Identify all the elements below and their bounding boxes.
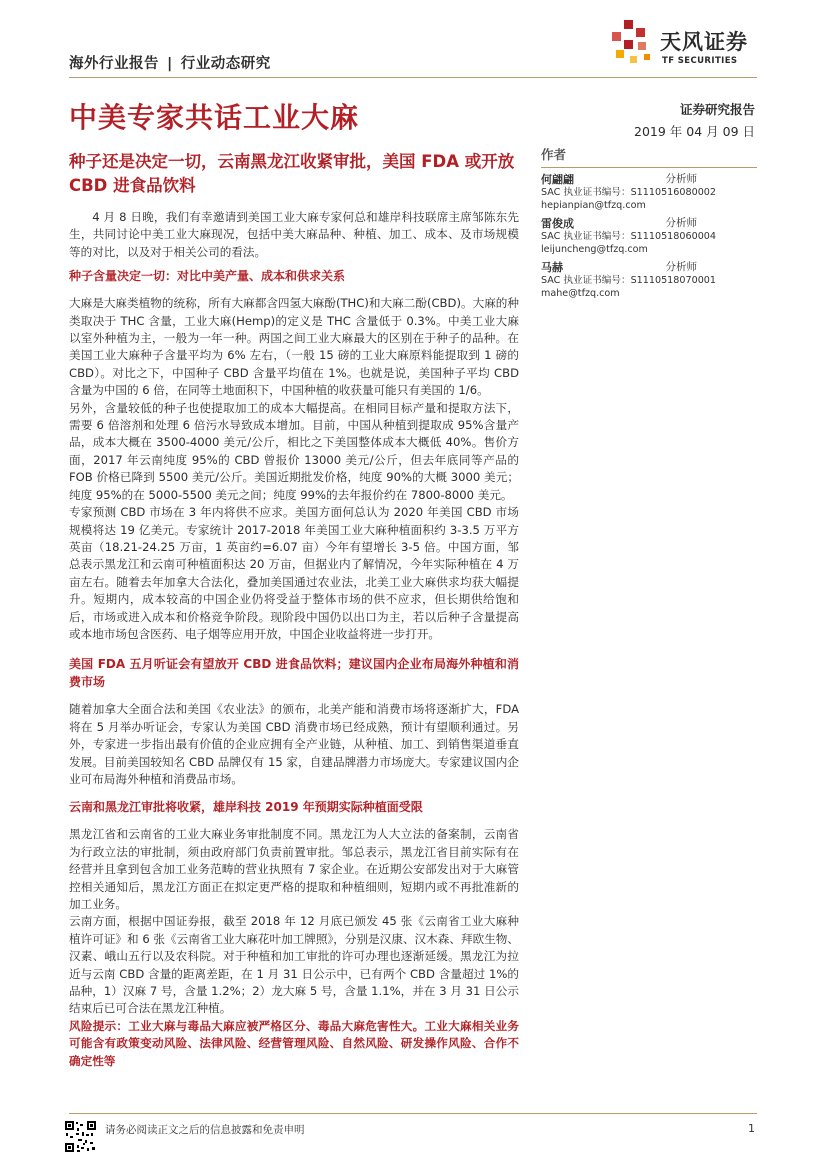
intro-paragraph: 4 月 8 日晚，我们有幸邀请到美国工业大麻专家何总和雄岸科技联席主席邹陈东先生，共同讨论中美工业大麻现况，包括中美大麻品种、种植、加工、成本、及市场规模等的对比，以及对于相关公司的看法。 [69, 210, 519, 259]
author-name: 雷俊成 [541, 217, 574, 230]
page-number: 1 [748, 1122, 755, 1135]
author-name: 何翩翩 [541, 173, 574, 186]
author-cert: SAC 执业证书编号：S1110516080002 [541, 187, 717, 198]
report-body [69, 209, 519, 1070]
section-heading-approval: 云南和黑龙江审批将收紧，雄岸科技 2019 年预期实际种植面受限 [69, 800, 423, 815]
disclaimer-note: 请务必阅读正文之后的信息披露和免责申明 [105, 1124, 305, 1136]
report-date: 2019 年 04 月 09 日 [634, 124, 755, 139]
paragraph-seed-content: 大麻是大麻类植物的统称，所有大麻都含四氢大麻酚(THC)和大麻二酚(CBD)。大麻的种类取决于 THC 含量，工业大麻(Hemp)的定义是 THC 含量低于 0.3%。中美工业大麻以室外种植为主，一般为一年一种。两国之间工业大麻最大的区别在于种子的品种。在美国工业大麻种子含量平均为 6% 左右，（一般 15 磅的工业大麻原料能提取到 1 磅的 CBD）。对比之下，中国种子 CBD 含量平均值在 1%。也就是说，美国种子平均 CBD 含量为中国的 6 倍，在同等土地面积下，中国种植的收获量可能只有美国的 1/6。 [69, 296, 519, 398]
report-type: 证券研究报告 [679, 102, 755, 117]
paragraph-heilongjiang: 黑龙江省和云南省的工业大麻业务审批制度不同。黑龙江为人大立法的备案制，云南省为行政立法的审批制，须由政府部门负责前置审批。邹总表示，黑龙江省目前实际有在经营并且拿到包含加工业务范畴的营业执照有 7 家企业。在近期公安部发出对于大麻管控相关通知后，黑龙江方面正在拟定更严格的提取和种植细则，短期内或不再批准新的加工业务。 [69, 827, 519, 911]
section-heading-seed: 种子含量决定一切：对比中美产量、成本和供求关系 [69, 269, 346, 284]
author-panel [541, 145, 757, 300]
author-role: 分析师 [665, 261, 697, 273]
author-role: 分析师 [665, 173, 697, 185]
logo-subtitle: TF SECURITIES [662, 56, 738, 66]
author-cert: SAC 执业证书编号：S1110518060004 [541, 231, 717, 242]
risk-warning: 风险提示：工业大麻与毒品大麻应被严格区分、毒品大麻危害性大。工业大麻相关业务可能含有政策变动风险、法律风险、经营管理风险、自然风险、研发操作风险、合作不确定性等 [69, 1018, 519, 1068]
footer-divider [69, 1113, 757, 1114]
author-cert: SAC 执业证书编号：S1110518070001 [541, 275, 717, 286]
section-heading-fda: 美国 FDA 五月听证会有望放开 CBD 进食品饮料；建议国内企业布局海外种植和消费市场 [69, 657, 519, 690]
author-card [541, 261, 757, 300]
report-subtitle: 种子还是决定一切，云南黑龙江收紧审批，美国 FDA 或开放 CBD 进食品饮料 [69, 152, 515, 195]
author-email[interactable]: hepianpian@tfzq.com [541, 200, 646, 211]
paragraph-cost: 另外，含量较低的种子也使提取加工的成本大幅提高。在相同目标产量和提取方法下，需要 6 倍溶剂和处理 6 倍污水导致成本增加。目前，中国从种植到提取成 95%含量产品，成本大概在 3500-4000 美元/公斤，相比之下美国整体成本大概低 40%。售价方面，2017 年云南纯度 95%的 CBD 曾报价 13000 美元/公斤，但去年底同等产品的 FOB 价格已降到 5500 美元/公斤。美国近期批发价格，纯度 90%的大概 3000 美元；纯度 95%的在 5000-5500 美元之间；纯度 99%的去年报价约在 7800-8000 美元。 [69, 400, 519, 502]
logo-name: 天风证券 [660, 30, 748, 54]
company-logo [608, 18, 768, 74]
paragraph-market: 专家预测 CBD 市场在 3 年内将供不应求。美国方面何总认为 2020 年美国 CBD 市场规模将达 19 亿美元。专家统计 2017-2018 年美国工业大麻种植面积约 3-3.5 万平方英亩（18.21-24.25 万亩，1 英亩约=6.07 亩）今年有望增长 3-5 倍。中国方面，邹总表示黑龙江和云南可种植面积达 20 万亩，但据业内了解情况，今年实际种植在 4 万亩左右。随着去年加拿大合法化，叠加美国通过农业法，北美工业大麻供求均获大幅提升。短期内，成本较高的中国企业仍将受益于整体市场的供不应求，但长期供给饱和后，市场或进入成本和价格竞争阶段。现阶段中国仍以出口为主，若以后种子含量提高或本地市场包含医药、电子烟等应用开放，中国企业收益将进一步打开。 [69, 505, 519, 641]
paragraph-yunnan: 云南方面，根据中国证券报，截至 2018 年 12 月底已颁发 45 张《云南省工业大麻种植许可证》和 6 张《云南省工业大麻花叶加工牌照》，分别是汉康、汉木森、拜欧生物、汉素、峨山五行以及农科院。对于种植和加工审批的许可办理也逐渐延缓。黑龙江为拉近与云南 CBD 含量的距离差距，在 1 月 31 日公示中，已有两个 CBD 含量超过 1%的品种，1）汉麻 7 号，含量 1.2%；2）龙大麻 5 号，含量 1.1%，并在 3 月 31 日公示结束后已可合法在黑龙江种植。 [69, 914, 519, 1016]
paragraph-fda: 随着加拿大全面合法和美国《农业法》的颁布，北美产能和消费市场将逐渐扩大，FDA 将在 5 月举办听证会，专家认为美国 CBD 消费市场已经成熟，预计有望顺利通过。另外，专家进一步指出最有价值的企业应拥有全产业链，从种植、加工、到销售渠道垂直发展。目前美国较知名 CBD 品牌仅有 15 家，自建品牌潜力市场庞大。专家建议国内企业可布局海外种植和消费品市场。 [69, 702, 519, 786]
page-title: 中美专家共话工业大麻 [69, 101, 360, 134]
author-email[interactable]: leijuncheng@tfzq.com [541, 244, 648, 255]
author-heading: 作者 [541, 145, 757, 168]
author-card [541, 217, 757, 256]
author-role: 分析师 [665, 217, 697, 229]
author-email[interactable]: mahe@tfzq.com [541, 288, 620, 299]
category-separator: | [167, 56, 173, 72]
category-label: 海外行业报告 [69, 56, 159, 72]
author-name: 马赫 [541, 261, 563, 274]
report-category [69, 52, 271, 73]
author-card [541, 173, 757, 212]
logo-mark-icon [608, 18, 656, 70]
qr-code-icon [64, 1120, 97, 1153]
header-divider [69, 77, 757, 78]
subcategory-label: 行业动态研究 [180, 56, 271, 72]
